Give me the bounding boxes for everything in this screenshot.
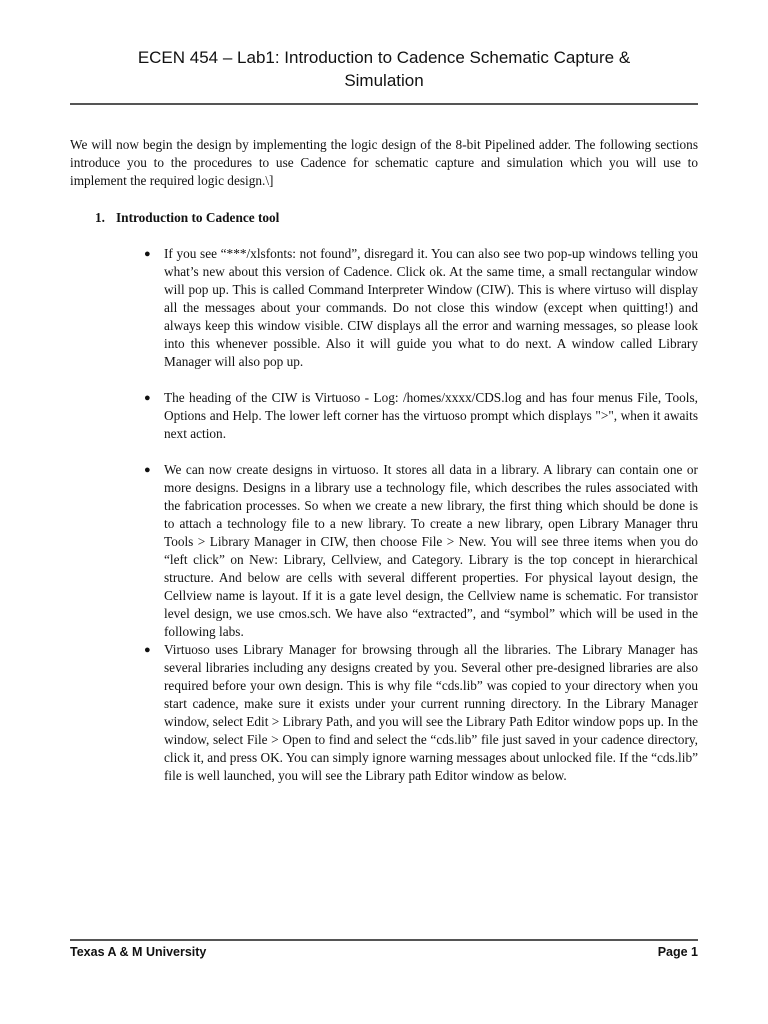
header-divider bbox=[70, 103, 698, 105]
section-heading bbox=[95, 209, 279, 227]
bullet-text: The heading of the CIW is Virtuoso - Log: /homes/xxxx/CDS.log and has four menus File, Tools, Options and Help. The lower left corner has the virtuoso prompt which displays ">", when it awaits next action. bbox=[164, 390, 698, 441]
bullet-list bbox=[144, 245, 698, 785]
bullet-icon: ● bbox=[144, 644, 151, 656]
page-title-line-1: ECEN 454 – Lab1: Introduction to Cadence Schematic Capture & bbox=[137, 48, 631, 67]
footer-divider bbox=[70, 939, 698, 941]
bullet-item-ciw bbox=[144, 245, 698, 371]
intro-paragraph: We will now begin the design by implementing the logic design of the 8-bit Pipelined adder. The following sections introduce you to the procedures to use Cadence for schematic capture and simulation which you will use to implement the required logic design.\] bbox=[70, 137, 698, 188]
bullet-text: If you see “***/xlsfonts: not found”, disregard it. You can also see two pop-up windows telling you what’s new about this version of Cadence. Click ok. At the same time, a small rectangular window will pop up. This is called Command Interpreter Window (CIW). This is where virtuso will display all the messages about your commands. Do not close this window (except when quitting!) and always keep this window visible. CIW displays all the error and warning messages, so please look into this whenever possible. Also it will guide you what to do next. A window called Library Manager will also pop up. bbox=[164, 246, 698, 369]
page-title-line-2: Simulation bbox=[344, 71, 424, 90]
bullet-item-library-manager bbox=[144, 641, 698, 785]
bullet-icon: ● bbox=[144, 248, 151, 260]
footer-university: Texas A & M University bbox=[70, 945, 207, 959]
bullet-text: Virtuoso uses Library Manager for browsing through all the libraries. The Library Manager has several libraries including any designs created by you. Several other pre-designed libraries are also required before your own design. This is why file “cds.lib” was copied to your directory when you start cadence, make sure it exists under your current running directory. In the Library Manager window, select Edit > Library Path, and you will see the Library Path Editor window pops up. In the window, select File > Open to find and select the “cds.lib” file just saved in your cadence directory, click it, and press OK. You can simply ignore warning messages about unlocked file. If the “cds.lib” file is well launched, you will see the Library path Editor window as below. bbox=[164, 642, 698, 783]
bullet-icon: ● bbox=[144, 464, 151, 476]
bullet-item-ciw-heading bbox=[144, 389, 698, 443]
bullet-icon: ● bbox=[144, 392, 151, 404]
footer-page-number: Page 1 bbox=[657, 945, 698, 959]
bullet-item-create-designs bbox=[144, 461, 698, 641]
bullet-spacer bbox=[144, 371, 698, 389]
section-number: 1. bbox=[95, 210, 105, 225]
section-title: Introduction to Cadence tool bbox=[116, 210, 280, 225]
page-title bbox=[60, 46, 708, 92]
bullet-spacer bbox=[144, 443, 698, 461]
bullet-text: We can now create designs in virtuoso. It stores all data in a library. A library can contain one or more designs. Designs in a library use a technology file, which describes the rules associated with the fabrication processes. So when we create a new library, the first thing which should be done is to attach a technology file to a new library. To create a new library, open Library Manager thru Tools > Library Manager in CIW, then choose File > New. You will see three items when you do “left click” on New: Library, Cellview, and Category. Library is the top concept in hierarchical structure. And below are cells with several different properties. For physical layout design, the Cellview name is layout. If it is a gate level design, the Cellview name is schematic. For transistor level design, we use cmos.sch. We have also “extracted”, and “symbol” which will be used in the following labs. bbox=[164, 462, 698, 639]
